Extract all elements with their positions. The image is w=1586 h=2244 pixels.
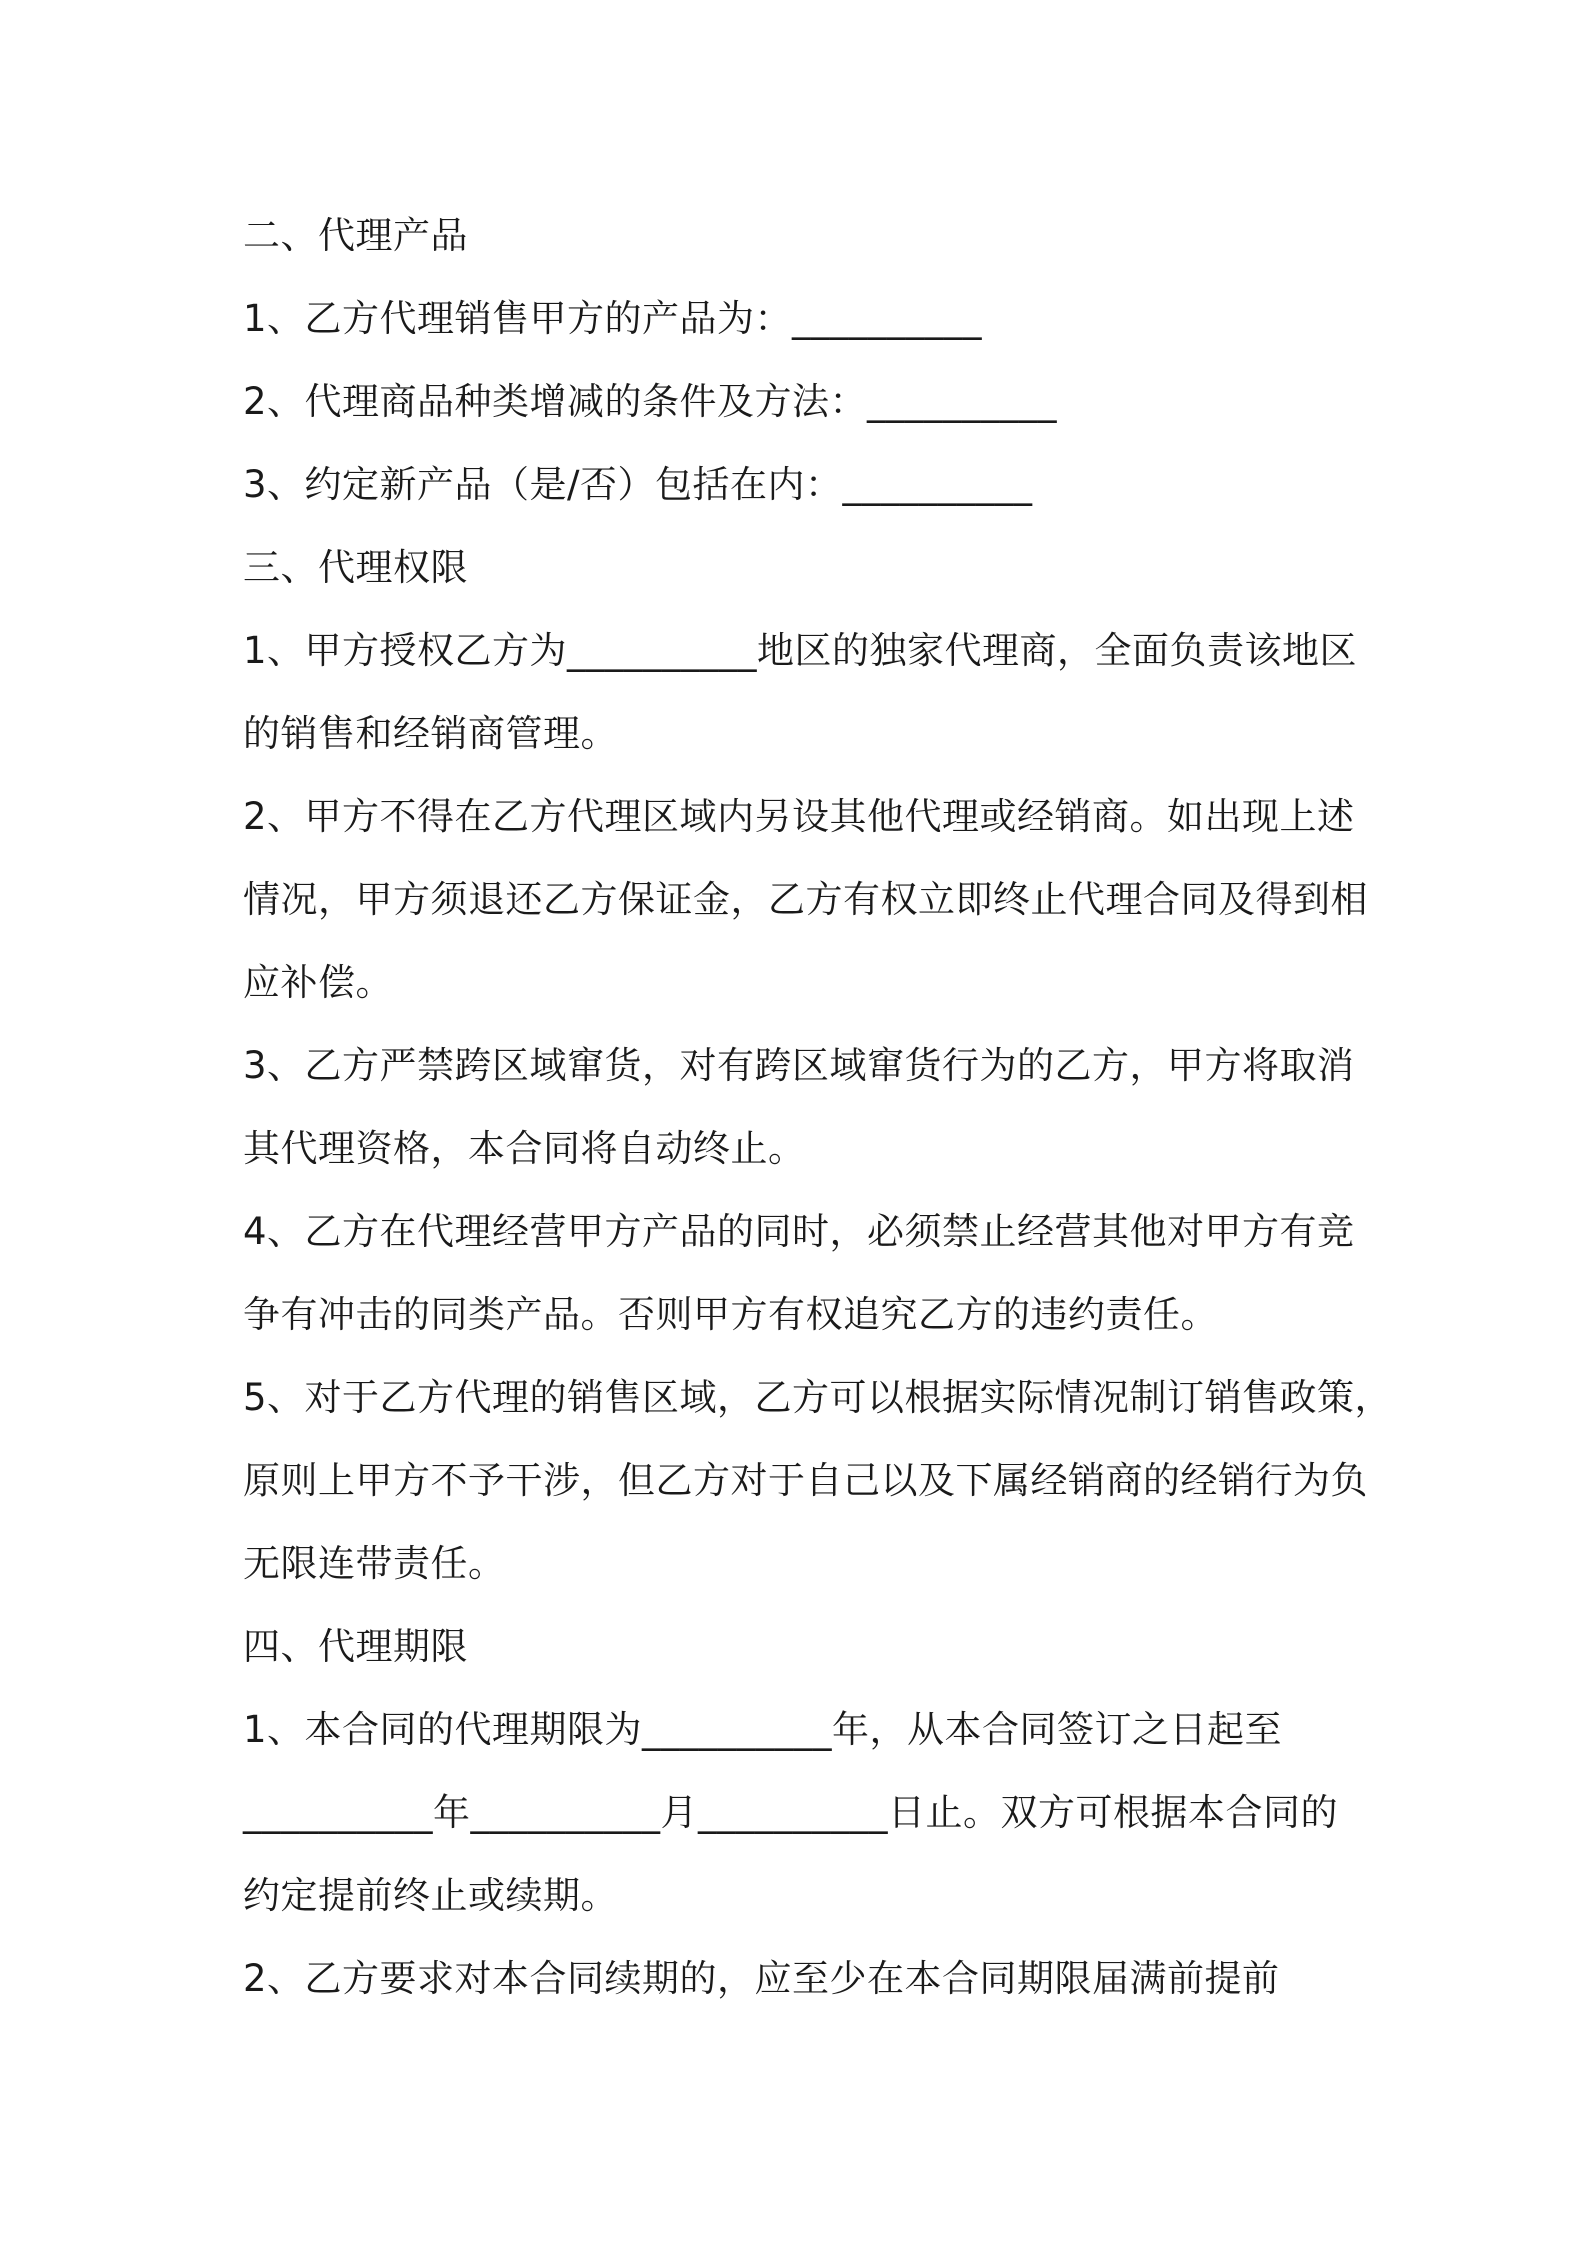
- clause-text: 2、代理商品种类增减的条件及方法：: [243, 380, 868, 423]
- fill-blank: __________: [867, 380, 1058, 423]
- clause-text: 1、乙方代理销售甲方的产品为：: [243, 297, 793, 340]
- clause-authority-line: 应补偿。: [243, 961, 393, 1004]
- clause-products-1: [243, 277, 1363, 360]
- clause-term-line: __________年__________月__________日止。双方可根据本合同的: [243, 1791, 1338, 1834]
- section-heading-term: 四、代理期限: [243, 1625, 468, 1668]
- clause-authority-line: 的销售和经销商管理。: [243, 712, 618, 755]
- clause-authority-line: 无限连带责任。: [243, 1542, 506, 1585]
- clause-authority-line: 5、对于乙方代理的销售区域，乙方可以根据实际情况制订销售政策，: [243, 1376, 1393, 1419]
- clause-term-line: 1、本合同的代理期限为__________年，从本合同签订之日起至: [243, 1708, 1283, 1751]
- clause-authority-line: 4、乙方在代理经营甲方产品的同时，必须禁止经营其他对甲方有竞: [243, 1210, 1355, 1253]
- clause-text: 3、约定新产品（是/否）包括在内：: [243, 463, 843, 506]
- section-heading-products: 二、代理产品: [243, 214, 468, 257]
- clause-authority-line: 情况，甲方须退还乙方保证金，乙方有权立即终止代理合同及得到相: [243, 878, 1368, 921]
- clause-products-2: [243, 360, 1363, 443]
- clause-products-3: [243, 443, 1363, 526]
- clause-authority-line: 其代理资格，本合同将自动终止。: [243, 1127, 806, 1170]
- clause-term-line: 2、乙方要求对本合同续期的，应至少在本合同期限届满前提前: [243, 1957, 1280, 2000]
- clause-authority-line: 原则上甲方不予干涉，但乙方对于自己以及下属经销商的经销行为负: [243, 1459, 1368, 1502]
- fill-blank: __________: [792, 297, 983, 340]
- section-heading-authority: 三、代理权限: [243, 546, 468, 589]
- clause-authority-line: 3、乙方严禁跨区域窜货，对有跨区域窜货行为的乙方，甲方将取消: [243, 1044, 1355, 1087]
- clause-authority-line: 1、甲方授权乙方为__________地区的独家代理商，全面负责该地区: [243, 629, 1358, 672]
- clause-authority-line: 争有冲击的同类产品。否则甲方有权追究乙方的违约责任。: [243, 1293, 1218, 1336]
- document-body: [243, 194, 1393, 2020]
- clause-term-line: 约定提前终止或续期。: [243, 1874, 618, 1917]
- clause-authority-line: 2、甲方不得在乙方代理区域内另设其他代理或经销商。如出现上述: [243, 795, 1355, 838]
- fill-blank: __________: [842, 463, 1033, 506]
